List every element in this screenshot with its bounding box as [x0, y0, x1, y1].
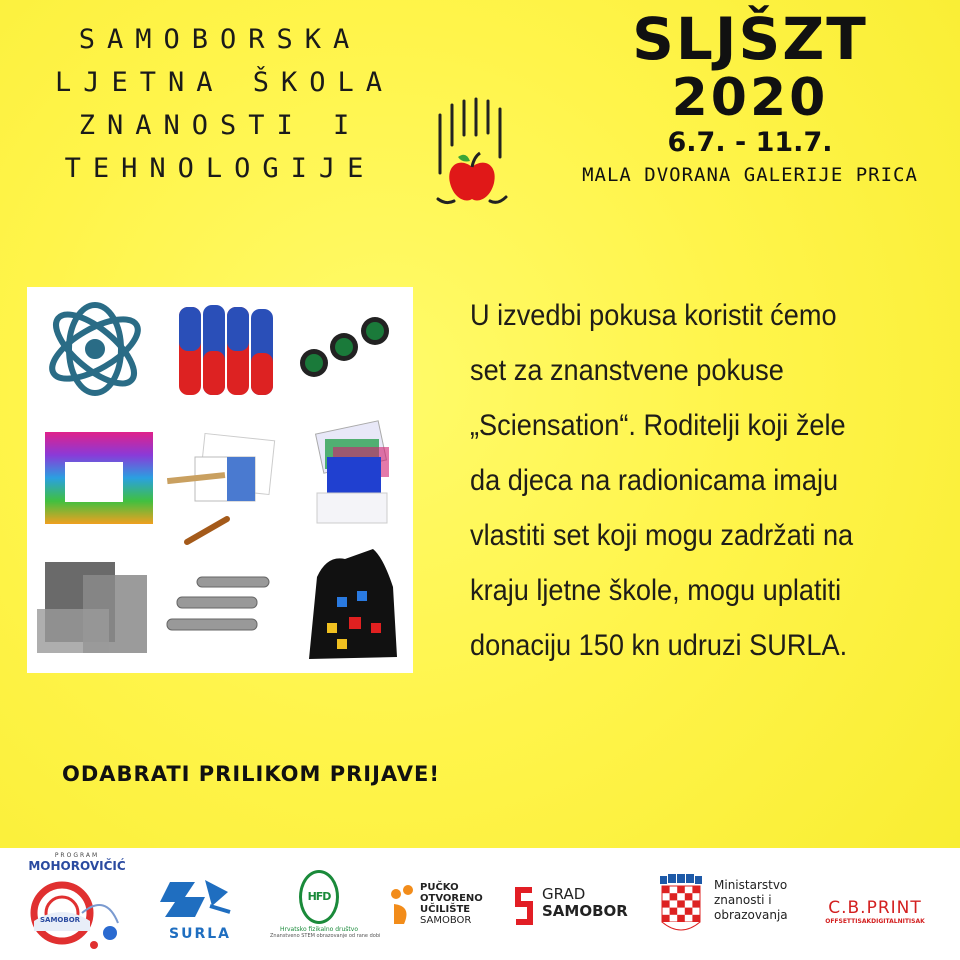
- hfd-logo-icon: HFD: [299, 870, 339, 924]
- event-acronym: SLJŠZT: [632, 5, 868, 73]
- cards-and-pencil-icon: [167, 433, 275, 542]
- school-line: TEHNOLOGIJE: [64, 153, 376, 184]
- sponsor-surla: [150, 872, 250, 952]
- mohorovicic-emblem-icon: [22, 873, 132, 957]
- event-dates: 6.7. - 11.7.: [667, 127, 833, 158]
- mohorovicic-city: SAMOBOR: [40, 916, 81, 924]
- sponsor-puo-samobor: [390, 880, 500, 940]
- atom-model-icon: [43, 303, 146, 395]
- puo-line: UČILIŠTE: [420, 904, 471, 915]
- sponsor-ministry: [658, 874, 808, 944]
- kit-items-illustration: [27, 287, 413, 673]
- sponsor-cbprint: [810, 898, 940, 938]
- ministry-line: znanosti i: [714, 893, 772, 907]
- event-title-block: [540, 5, 960, 186]
- falling-apple-logo-icon: [432, 95, 512, 213]
- ministry-text: [714, 878, 788, 923]
- puo-line: OTVORENO: [420, 893, 483, 904]
- grad-line: GRAD: [542, 885, 586, 903]
- description-line: kraju ljetne škole, mogu uplatiti: [470, 574, 842, 607]
- description-text: [470, 288, 902, 673]
- grad-samobor-text: [542, 886, 628, 920]
- ministry-line: obrazovanja: [714, 908, 788, 922]
- spectroscope-card-icon: [45, 432, 153, 524]
- hfd-name: Hrvatsko fizikalno društvo: [280, 926, 358, 933]
- event-venue: MALA DVORANA GALERIJE PRICA: [582, 164, 918, 186]
- dice-bag-icon: [309, 549, 397, 659]
- sponsor-hfd: [270, 870, 381, 956]
- sponsor-grad-samobor: [512, 884, 642, 934]
- school-line: LJETNA ŠKOLA: [55, 67, 395, 98]
- bar-magnets-icon: [179, 305, 273, 395]
- mohorovicic-name: MOHOROVIČIĆ: [28, 859, 126, 873]
- mohorovicic-program: PROGRAM: [54, 852, 100, 859]
- puo-line: PUČKO: [420, 882, 459, 893]
- description-line: da djeca na radionicama imaju: [470, 464, 839, 497]
- cbprint-name: C.B.PRINT: [828, 898, 922, 918]
- description-line: U izvedbi pokusa koristit ćemo: [470, 299, 837, 332]
- description-line: donaciju 150 kn udruzi SURLA.: [470, 629, 848, 662]
- surla-name: SURLA: [169, 926, 231, 942]
- puo-line: SAMOBOR: [420, 915, 472, 926]
- grey-polarizers-icon: [37, 562, 147, 653]
- grad-samobor-logo-icon: [512, 886, 536, 926]
- hfd-tagline: Znanstveno STEM obrazovanje od rane dobi: [270, 933, 381, 939]
- sponsors-bar: [0, 848, 960, 960]
- cbprint-tagline: OFFSETTISAKDIGITALNITISAK: [825, 918, 925, 925]
- description-line: „Sciensation“. Roditelji koji žele: [470, 409, 846, 442]
- call-to-action: ODABRATI PRILIKOM PRIJAVE!: [62, 762, 440, 786]
- puo-logo-icon: [390, 884, 416, 928]
- compasses-icon: [300, 317, 389, 377]
- school-name: [55, 18, 395, 190]
- description-line: set za znanstvene pokuse: [470, 354, 784, 387]
- event-year: 2020: [671, 68, 829, 128]
- ministry-line: Ministarstvo: [714, 878, 788, 892]
- springs-icon: [167, 577, 269, 630]
- grad-line: SAMOBOR: [542, 902, 628, 920]
- puo-text: [420, 882, 483, 926]
- science-kit-photo: [27, 287, 413, 673]
- school-line: ZNANOSTI I: [78, 110, 362, 141]
- sponsor-mohorovicic: [22, 852, 132, 956]
- croatian-coat-of-arms-icon: [658, 874, 704, 936]
- description-line: vlastiti set koji mogu zadržati na: [470, 519, 854, 552]
- school-line: SAMOBORSKA: [78, 24, 362, 55]
- color-filters-icon: [316, 421, 389, 523]
- surla-logo-icon: [150, 872, 250, 922]
